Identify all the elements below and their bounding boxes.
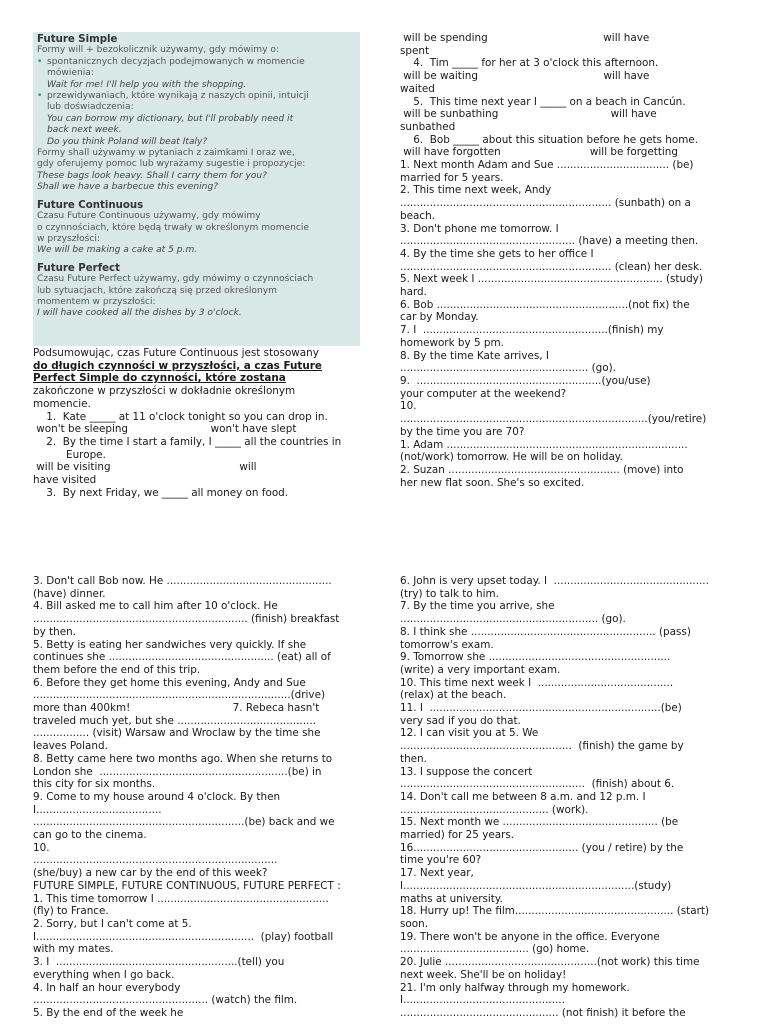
shall-example-2: Shall we have a barbecue this evening?: [37, 182, 219, 193]
exercise-line: 15. Next month we ............................................... (be: [400, 816, 679, 829]
future-continuous-text-a: Czasu Future Continuous używamy, gdy mówimy: [37, 211, 261, 222]
left-top-column: [33, 347, 368, 499]
future-simple-heading: Future Simple: [37, 34, 118, 45]
exercise-line: can go to the cinema.: [33, 829, 147, 842]
exercise-line: I.................................................: [400, 994, 565, 1007]
right-bottom-column: [400, 575, 740, 1020]
summary-line: zakończone w przyszłości w dokładnie określonym: [33, 385, 296, 398]
exercise-line: hard.: [400, 286, 427, 299]
exercise-line: married for 5 years.: [400, 171, 504, 184]
exercise-line: (relax) at the beach.: [400, 689, 507, 702]
exercise-line: 16.................................................. (you / retire) by the: [400, 841, 684, 854]
exercise-line: 6. Bob _____ about this situation before he gets home.: [400, 133, 699, 146]
exercise-line: her new flat soon. She's so excited.: [400, 476, 585, 489]
exercise-line: 1. This time tomorrow I ....................................................: [33, 892, 329, 905]
exercise-line: 9. Tomorrow she .......................................................: [400, 651, 671, 664]
exercise-line: married) for 25 years.: [400, 829, 515, 842]
exercise-line: 12. I can visit you at 5. We: [400, 727, 539, 740]
exercise-line: 3. By next Friday, we _____ all money on food.: [33, 486, 289, 499]
future-simple-example-3: Do you think Poland will beat Italy?: [47, 136, 208, 147]
exercise-line: traveled much yet, but she ..........................................: [33, 714, 316, 727]
exercise-line: ....................................... (go) home.: [400, 943, 590, 956]
exercise-line: 3. Don't phone me tomorrow. I: [400, 222, 559, 235]
exercise-line: 6. Bob ..........................................................(not fix) the: [400, 298, 690, 311]
exercise-option-line: will be visiting will: [33, 461, 257, 474]
exercise-line: by then.: [33, 625, 76, 638]
exercise-line: 5. Next week I ........................................................ (study): [400, 273, 703, 286]
exercise-line: 18. Hurry up! The film................................................ (start): [400, 905, 710, 918]
exercise-line: I.................................................................. (play) football: [33, 930, 334, 943]
exercise-line: 11. I ......................................................................(be): [400, 702, 682, 715]
exercise-option-line: will be spending will have: [400, 32, 650, 44]
future-simple-example-2b: back next week.: [47, 125, 122, 136]
exercise-line: 3. I .......................................................(tell) you: [33, 956, 285, 969]
exercise-option-line: will be sunbathing will have: [400, 108, 657, 121]
summary-line: Podsumowując, czas Future Continuous jest stosowany: [33, 347, 319, 359]
shall-example-1: These bags look heavy. Shall I carry them for you?: [37, 170, 268, 181]
exercise-line: I......................................: [33, 803, 162, 816]
exercise-line: 7. By the time you arrive, she: [400, 600, 555, 613]
exercise-line: 6. John is very upset today. I ...............................................: [400, 575, 709, 587]
exercise-option-line: waited: [400, 82, 435, 95]
future-continuous-heading: Future Continuous: [37, 199, 144, 211]
exercise-option-line: will have forgotten will be forgetting: [400, 146, 678, 159]
exercise-line: (not/work) tomorrow. He will be on holiday.: [400, 451, 623, 464]
exercise-line: 2. Sorry, but I can't come at 5.: [33, 917, 192, 930]
exercise-line: 19. There won't be anyone in the office. Everyone: [400, 930, 660, 943]
exercise-line: ............................................................ (go).: [400, 613, 626, 626]
exercise-line: everything when I go back.: [33, 968, 175, 981]
future-simple-example-2a: You can borrow my dictionary, but I'll probably need it: [47, 113, 294, 124]
exercise-line: 21. I'm only halfway through my homework.: [400, 981, 630, 994]
future-simple-bullet-1a: • spontanicznych decyzjach podejmowanych w momencie: [37, 57, 356, 68]
exercise-line: 14. Don't call me between 8 a.m. and 12 p.m. I: [400, 790, 646, 803]
shall-usage-b: gdy oferujemy pomoc lub wyrażamy sugestie i propozycje:: [37, 159, 306, 170]
exercise-line: very sad if you do that.: [400, 714, 521, 727]
exercise-line: time you're 60?: [400, 854, 482, 867]
exercise-line: (try) to talk to him.: [400, 587, 499, 600]
exercise-line: 10. This time next week I .........................................: [400, 676, 674, 689]
future-perfect-heading: Future Perfect: [37, 262, 120, 274]
exercise-line: 17. Next year,: [400, 867, 474, 880]
section-heading: FUTURE SIMPLE, FUTURE CONTINUOUS, FUTURE PERFECT :: [33, 879, 341, 892]
exercise-line: (fly) to France.: [33, 905, 109, 918]
exercise-line: leaves Poland.: [33, 740, 108, 753]
exercise-line: 20. Julie ..............................................(not work) this time: [400, 956, 700, 969]
exercise-line: ..................................................... (watch) the film.: [33, 994, 298, 1007]
exercise-line: them before the end of this trip.: [33, 663, 201, 676]
exercise-line: 9. ........................................................(you/use): [400, 374, 651, 387]
exercise-line: .................................................... (finish) the game by: [400, 740, 684, 753]
grammar-reference-box: [33, 32, 360, 346]
future-simple-bullet-2b: lub doświadczenia:: [47, 102, 134, 113]
exercise-line: 6. Before they get home this evening, Andy and Sue: [33, 676, 306, 689]
future-simple-example-1: Wait for me! I'll help you with the shopping.: [47, 79, 247, 90]
exercise-line: ...........................................................................(you/retire): [400, 413, 707, 426]
exercise-line: 1. Kate _____ at 11 o'clock tonight so you can drop in.: [33, 410, 328, 423]
exercise-line: with my mates.: [33, 943, 114, 956]
exercise-line: I......................................................................(study): [400, 879, 672, 892]
exercise-line: more than 400km! 7. Rebeca hasn't: [33, 702, 320, 715]
exercise-line: ................................................................(be) back and we: [33, 816, 335, 829]
future-simple-intro: Formy will + bezokolicznik używamy, gdy mówimy o:: [37, 45, 279, 56]
exercise-line: 8. By the time Kate arrives, I: [400, 349, 549, 362]
summary-line: Perfect Simple do czynności, które zostana: [33, 372, 286, 385]
exercise-line: homework by 5 pm.: [400, 336, 504, 349]
exercise-line: next week. She'll be on holiday!: [400, 968, 567, 981]
future-perfect-text-b: lub sytuacjach, które zakończą się przed określonym: [37, 285, 277, 296]
exercise-line: your computer at the weekend?: [400, 387, 567, 400]
exercise-option-line: sunbathed: [400, 120, 456, 133]
exercise-line: 9. Come to my house around 4 o'clock. By then: [33, 790, 281, 803]
exercise-line: by the time you are 70?: [400, 425, 525, 438]
exercise-line: 1. Next month Adam and Sue .................................. (be): [400, 159, 694, 172]
exercise-line: 10.: [400, 400, 417, 413]
summary-line: do długich czynności w przyszłości, a czas Future: [33, 359, 322, 372]
exercise-line: continues she .................................................. (eat) all of: [33, 651, 331, 664]
exercise-line: 7. I ........................................................(finish) my: [400, 324, 664, 337]
exercise-line: 5. Betty is eating her sandwiches very quickly. If she: [33, 638, 307, 651]
exercise-line: 8. I think she ........................................................ (pass): [400, 625, 691, 638]
exercise-line: 4. In half an hour everybody: [33, 981, 181, 994]
exercise-line: ..............................................................................(drive): [33, 689, 326, 702]
future-simple-bullet-2a: • przewidywaniach, które wynikają z naszych opinii, intuicji: [37, 91, 356, 102]
future-perfect-example: I will have cooked all the dishes by 3 o'clock.: [37, 308, 242, 319]
exercise-option-line: have visited: [33, 474, 97, 487]
exercise-line: 5. By the end of the week he: [33, 1006, 184, 1019]
exercise-line: ................................................ (not finish) it before the: [400, 1006, 686, 1019]
right-top-column: [400, 32, 740, 489]
exercise-line: 5. This time next year I _____ on a beach in Cancún.: [400, 95, 686, 108]
future-continuous-example: We will be making a cake at 5 p.m.: [37, 245, 198, 256]
exercise-line: (write) a very important exam.: [400, 663, 561, 676]
exercise-line: car by Monday.: [400, 311, 479, 324]
exercise-line: maths at university.: [400, 892, 503, 905]
exercise-line: ................................................................ (clean) her desk.: [400, 260, 703, 273]
future-perfect-text-a: Czasu Future Perfect używamy, gdy mówimy o czynnościach: [37, 274, 314, 285]
exercise-option-line: spent: [400, 44, 430, 57]
shall-usage-a: Formy shall używamy w pytaniach z zaimkami I oraz we,: [37, 148, 295, 159]
exercise-line: 2. Suzan .................................................... (move) into: [400, 463, 684, 476]
exercise-line: (have) dinner.: [33, 587, 106, 600]
exercise-line: London she .........................................................(be) in: [33, 765, 322, 778]
exercise-line: 8. Betty came here two months ago. When she returns to: [33, 752, 333, 765]
exercise-line: ..........................................................................: [33, 854, 278, 867]
exercise-line: 10.: [33, 841, 50, 854]
exercise-line: 1. Adam .........................................................................: [400, 438, 688, 451]
exercise-line: Europe.: [33, 448, 106, 461]
future-continuous-text-b: o czynnościach, które będą trwały w określonym momencie: [37, 222, 310, 233]
exercise-line: ................. (visit) Warsaw and Wroclaw by the time she: [33, 727, 321, 740]
exercise-line: beach.: [400, 209, 435, 222]
exercise-line: (she/buy) a new car by the end of this week?: [33, 867, 268, 880]
exercise-line: ......................................................... (go).: [400, 362, 616, 375]
exercise-line: tomorrow's exam.: [400, 638, 494, 651]
exercise-line: 4. By the time she gets to her office I: [400, 247, 594, 260]
exercise-line: ................................................................. (finish) breakfast: [33, 613, 340, 626]
exercise-line: 4. Tim _____ for her at 3 o'clock this afternoon.: [400, 57, 659, 70]
future-simple-bullet-1b: mówienia:: [47, 68, 94, 79]
summary-line: momencie.: [33, 397, 91, 410]
exercise-line: ..................................................... (have) a meeting then.: [400, 235, 699, 248]
left-bottom-column: [33, 575, 373, 1020]
exercise-line: ........................................................ (finish) about 6.: [400, 778, 675, 791]
future-perfect-text-c: momentem w przyszłości:: [37, 296, 156, 307]
exercise-line: ................................................................ (sunbath) on a: [400, 197, 691, 210]
exercise-line: then.: [400, 752, 427, 765]
exercise-option-line: won't be sleeping won't have slept: [33, 423, 297, 436]
exercise-line: ............................................. (work).: [400, 803, 589, 816]
exercise-line: this city for six months.: [33, 778, 156, 791]
exercise-line: 2. By the time I start a family, I _____ all the countries in: [33, 435, 342, 448]
exercise-option-line: will be waiting will have: [400, 70, 650, 83]
exercise-line: 13. I suppose the concert: [400, 765, 533, 778]
future-continuous-text-c: w przyszłości:: [37, 233, 100, 244]
exercise-line: 2. This time next week, Andy: [400, 184, 552, 197]
exercise-line: 4. Bill asked me to call him after 10 o'clock. He: [33, 600, 278, 613]
exercise-line: soon.: [400, 917, 429, 930]
exercise-line: 3. Don't call Bob now. He ..................................................: [33, 575, 332, 587]
